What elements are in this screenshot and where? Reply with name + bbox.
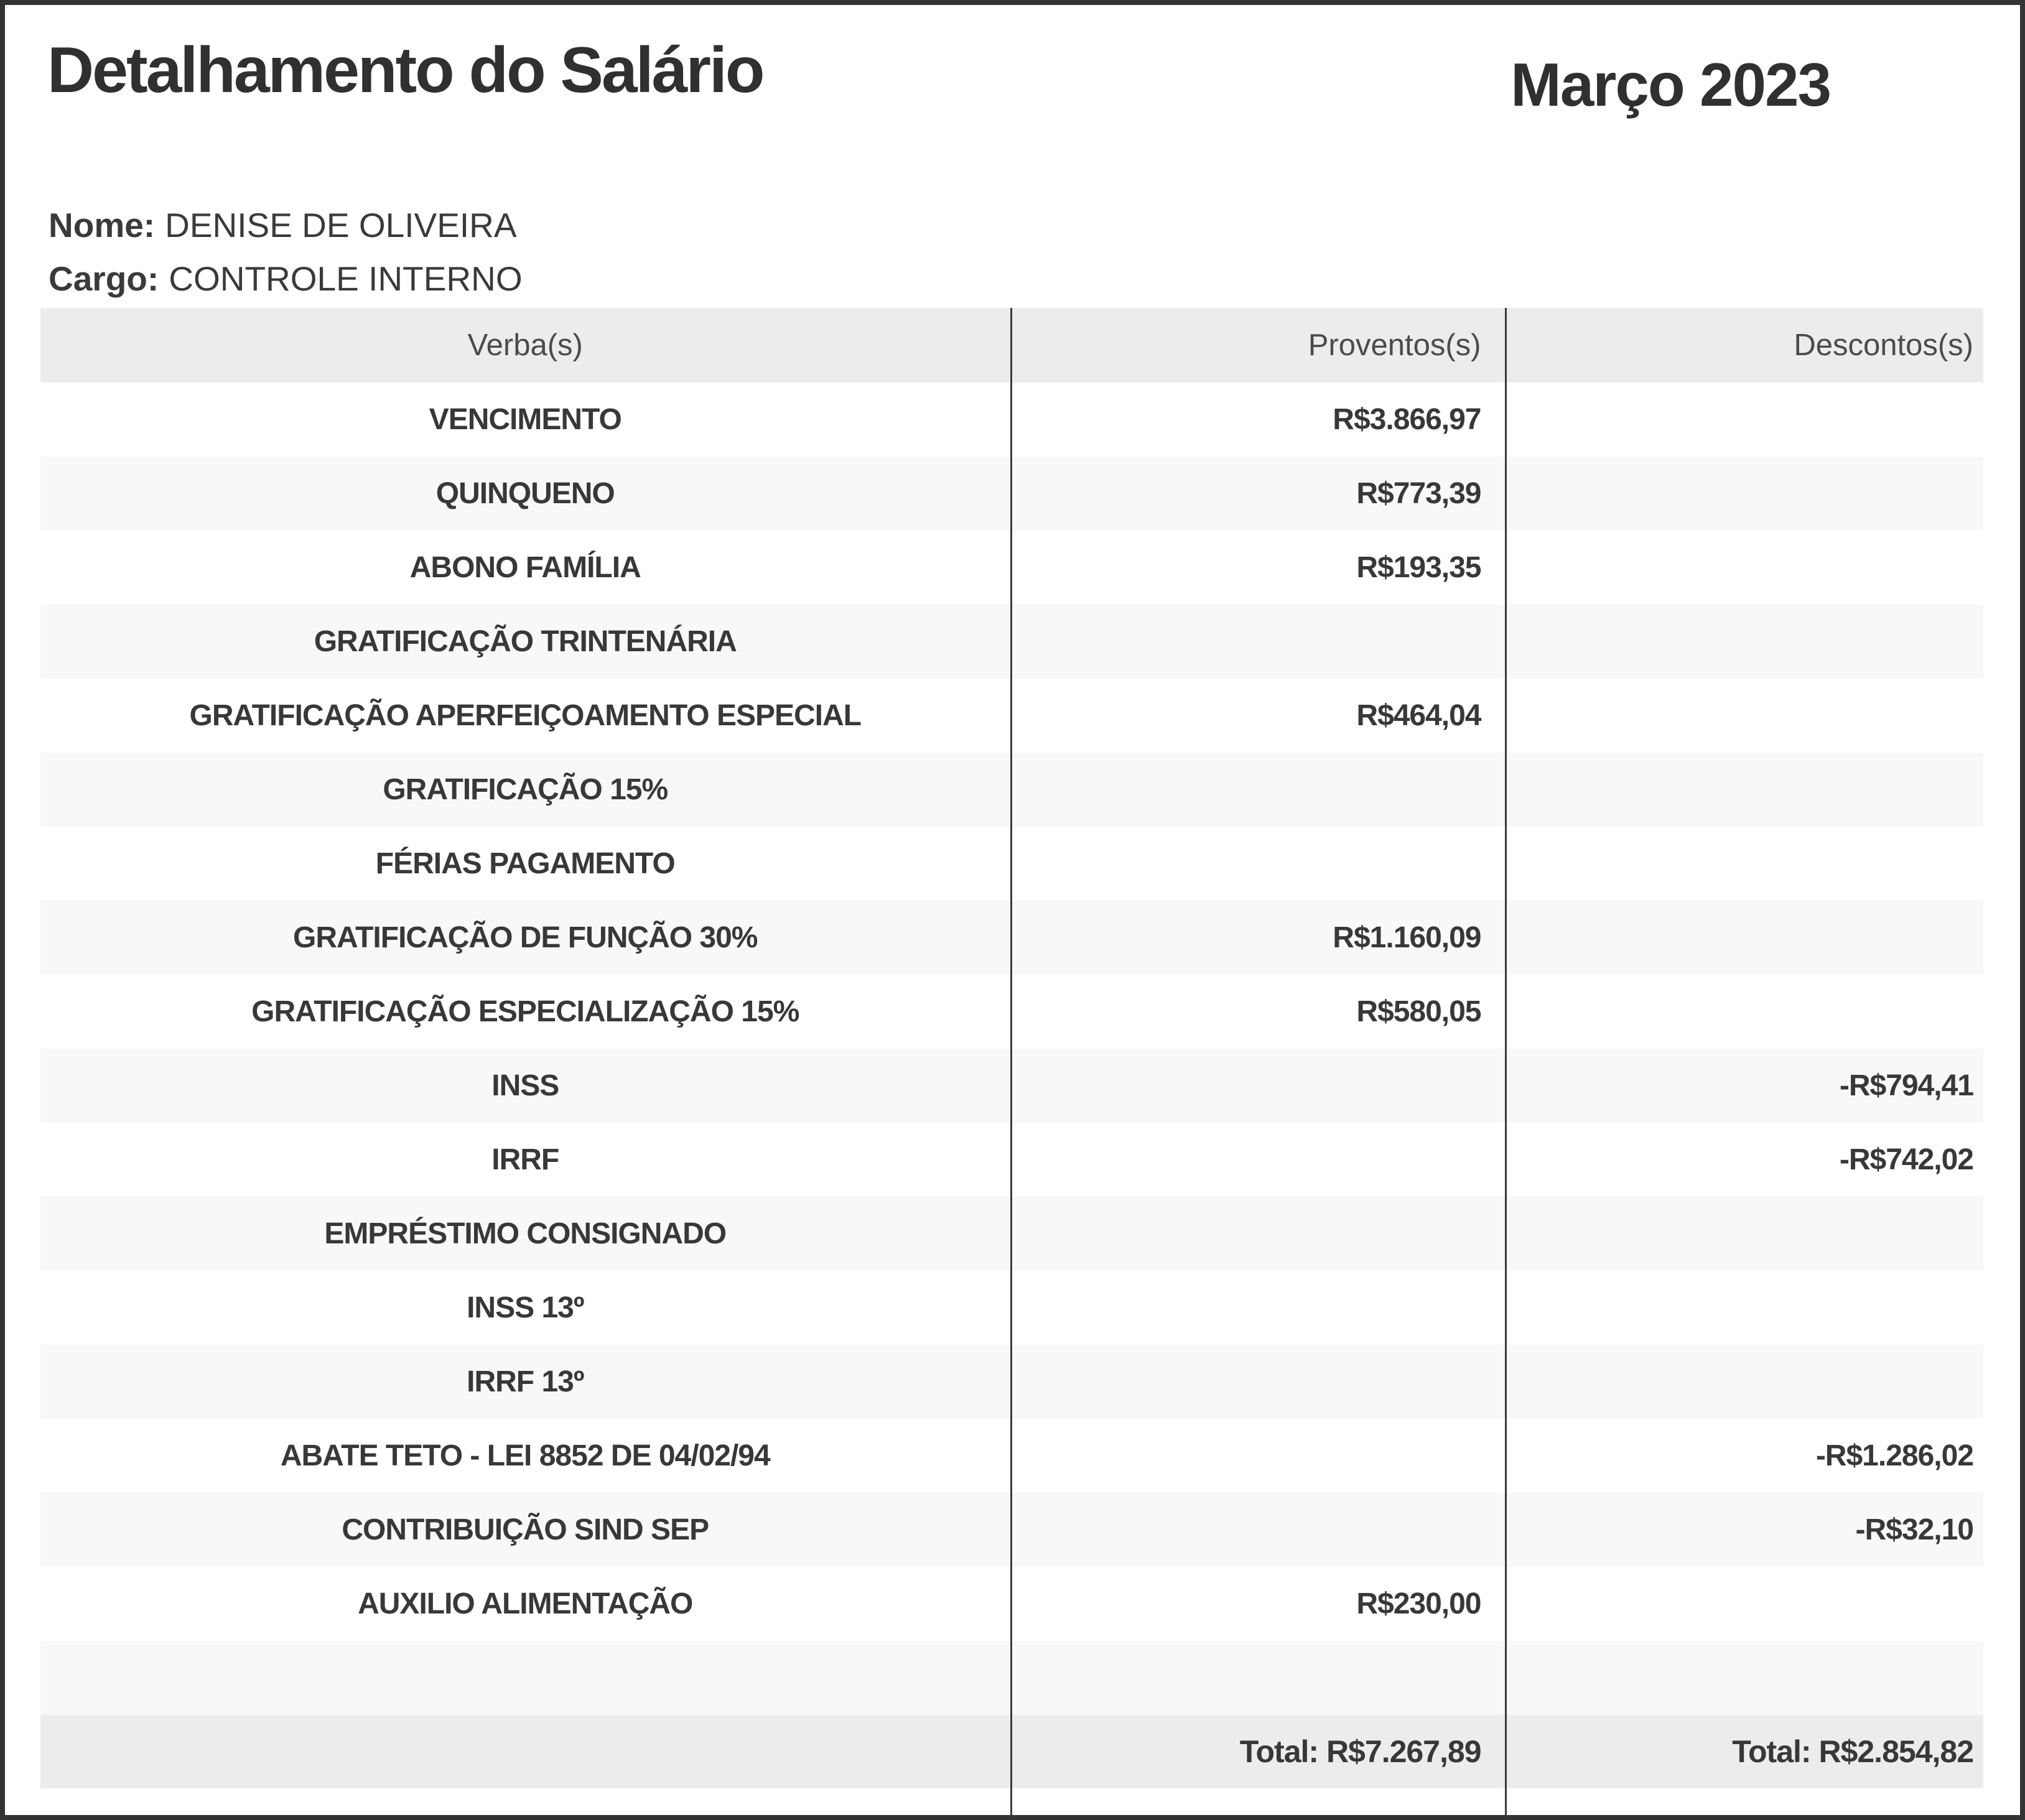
cell-proventos xyxy=(1011,1123,1506,1197)
cell-descontos xyxy=(1506,827,1983,901)
cell-verba: QUINQUENO xyxy=(40,457,1011,531)
table-row xyxy=(40,1493,1983,1567)
name-value: DENISE DE OLIVEIRA xyxy=(165,206,517,244)
table-header-row xyxy=(40,308,1983,383)
table-row xyxy=(40,901,1983,975)
cell-descontos xyxy=(1506,1271,1983,1345)
role-label: Cargo: xyxy=(49,259,159,298)
cell-descontos xyxy=(1506,531,1983,605)
filler-cell-proventos xyxy=(1011,1788,1506,1820)
cell-proventos xyxy=(1011,1271,1506,1345)
cell-verba: ABONO FAMÍLIA xyxy=(40,531,1011,605)
cell-verba: VENCIMENTO xyxy=(40,383,1011,457)
cell-verba: INSS 13º xyxy=(40,1271,1011,1345)
table-row xyxy=(40,1567,1983,1641)
cell-descontos: -R$742,02 xyxy=(1506,1123,1983,1197)
cell-descontos xyxy=(1506,1345,1983,1419)
cell-verba: GRATIFICAÇÃO 15% xyxy=(40,753,1011,827)
cell-verba xyxy=(40,1641,1011,1715)
cell-proventos: R$464,04 xyxy=(1011,679,1506,753)
cell-proventos: R$580,05 xyxy=(1011,975,1506,1049)
cell-proventos xyxy=(1011,605,1506,679)
cell-proventos xyxy=(1011,1049,1506,1123)
cell-proventos: R$1.160,09 xyxy=(1011,901,1506,975)
cell-proventos xyxy=(1011,753,1506,827)
employee-role-line xyxy=(49,259,523,299)
table-filler-row xyxy=(40,1788,1983,1820)
table-row xyxy=(40,1345,1983,1419)
totals-proventos: Total: R$7.267,89 xyxy=(1011,1715,1506,1788)
cell-proventos xyxy=(1011,827,1506,901)
cell-proventos: R$773,39 xyxy=(1011,457,1506,531)
totals-row xyxy=(40,1715,1983,1788)
role-value: CONTROLE INTERNO xyxy=(169,259,523,298)
table-row xyxy=(40,827,1983,901)
cell-descontos xyxy=(1506,975,1983,1049)
employee-info xyxy=(49,205,523,312)
cell-proventos xyxy=(1011,1419,1506,1493)
table-row xyxy=(40,1419,1983,1493)
cell-descontos xyxy=(1506,383,1983,457)
cell-descontos: -R$794,41 xyxy=(1506,1049,1983,1123)
name-label: Nome: xyxy=(49,206,156,244)
cell-proventos xyxy=(1011,1345,1506,1419)
cell-verba: GRATIFICAÇÃO APERFEIÇOAMENTO ESPECIAL xyxy=(40,679,1011,753)
table-row xyxy=(40,605,1983,679)
cell-proventos: R$193,35 xyxy=(1011,531,1506,605)
column-header-proventos: Proventos(s) xyxy=(1011,308,1506,383)
cell-verba: IRRF xyxy=(40,1123,1011,1197)
table-row xyxy=(40,1123,1983,1197)
filler-cell-descontos xyxy=(1506,1788,1983,1820)
table-row xyxy=(40,1197,1983,1271)
table-row xyxy=(40,753,1983,827)
cell-proventos xyxy=(1011,1197,1506,1271)
cell-proventos xyxy=(1011,1641,1506,1715)
totals-empty-cell xyxy=(40,1715,1011,1788)
salary-table xyxy=(40,308,1983,1820)
cell-verba: ABATE TETO - LEI 8852 DE 04/02/94 xyxy=(40,1419,1011,1493)
cell-descontos xyxy=(1506,901,1983,975)
salary-table-body xyxy=(40,383,1983,1715)
cell-verba: IRRF 13º xyxy=(40,1345,1011,1419)
cell-descontos xyxy=(1506,605,1983,679)
cell-verba: EMPRÉSTIMO CONSIGNADO xyxy=(40,1197,1011,1271)
filler-cell-verba xyxy=(40,1788,1011,1820)
column-header-descontos: Descontos(s) xyxy=(1506,308,1983,383)
page-title: Detalhamento do Salário xyxy=(47,34,763,106)
cell-verba: AUXILIO ALIMENTAÇÃO xyxy=(40,1567,1011,1641)
cell-proventos: R$230,00 xyxy=(1011,1567,1506,1641)
cell-descontos xyxy=(1506,1641,1983,1715)
cell-descontos xyxy=(1506,679,1983,753)
totals-descontos: Total: R$2.854,82 xyxy=(1506,1715,1983,1788)
table-row xyxy=(40,531,1983,605)
table-row xyxy=(40,975,1983,1049)
employee-name-line xyxy=(49,205,523,245)
cell-descontos xyxy=(1506,457,1983,531)
cell-proventos: R$3.866,97 xyxy=(1011,383,1506,457)
cell-descontos xyxy=(1506,1567,1983,1641)
column-header-verbas: Verba(s) xyxy=(40,308,1011,383)
cell-descontos: -R$32,10 xyxy=(1506,1493,1983,1567)
cell-verba: FÉRIAS PAGAMENTO xyxy=(40,827,1011,901)
table-row xyxy=(40,1271,1983,1345)
cell-descontos xyxy=(1506,1197,1983,1271)
cell-descontos xyxy=(1506,753,1983,827)
cell-descontos: -R$1.286,02 xyxy=(1506,1419,1983,1493)
cell-proventos xyxy=(1011,1493,1506,1567)
cell-verba: GRATIFICAÇÃO DE FUNÇÃO 30% xyxy=(40,901,1011,975)
table-row xyxy=(40,679,1983,753)
cell-verba: GRATIFICAÇÃO ESPECIALIZAÇÃO 15% xyxy=(40,975,1011,1049)
cell-verba: INSS xyxy=(40,1049,1011,1123)
table-row xyxy=(40,383,1983,457)
period-label: Março 2023 xyxy=(1511,50,1830,119)
cell-verba: GRATIFICAÇÃO TRINTENÁRIA xyxy=(40,605,1011,679)
table-row xyxy=(40,1641,1983,1715)
table-row xyxy=(40,1049,1983,1123)
table-row xyxy=(40,457,1983,531)
cell-verba: CONTRIBUIÇÃO SIND SEP xyxy=(40,1493,1011,1567)
